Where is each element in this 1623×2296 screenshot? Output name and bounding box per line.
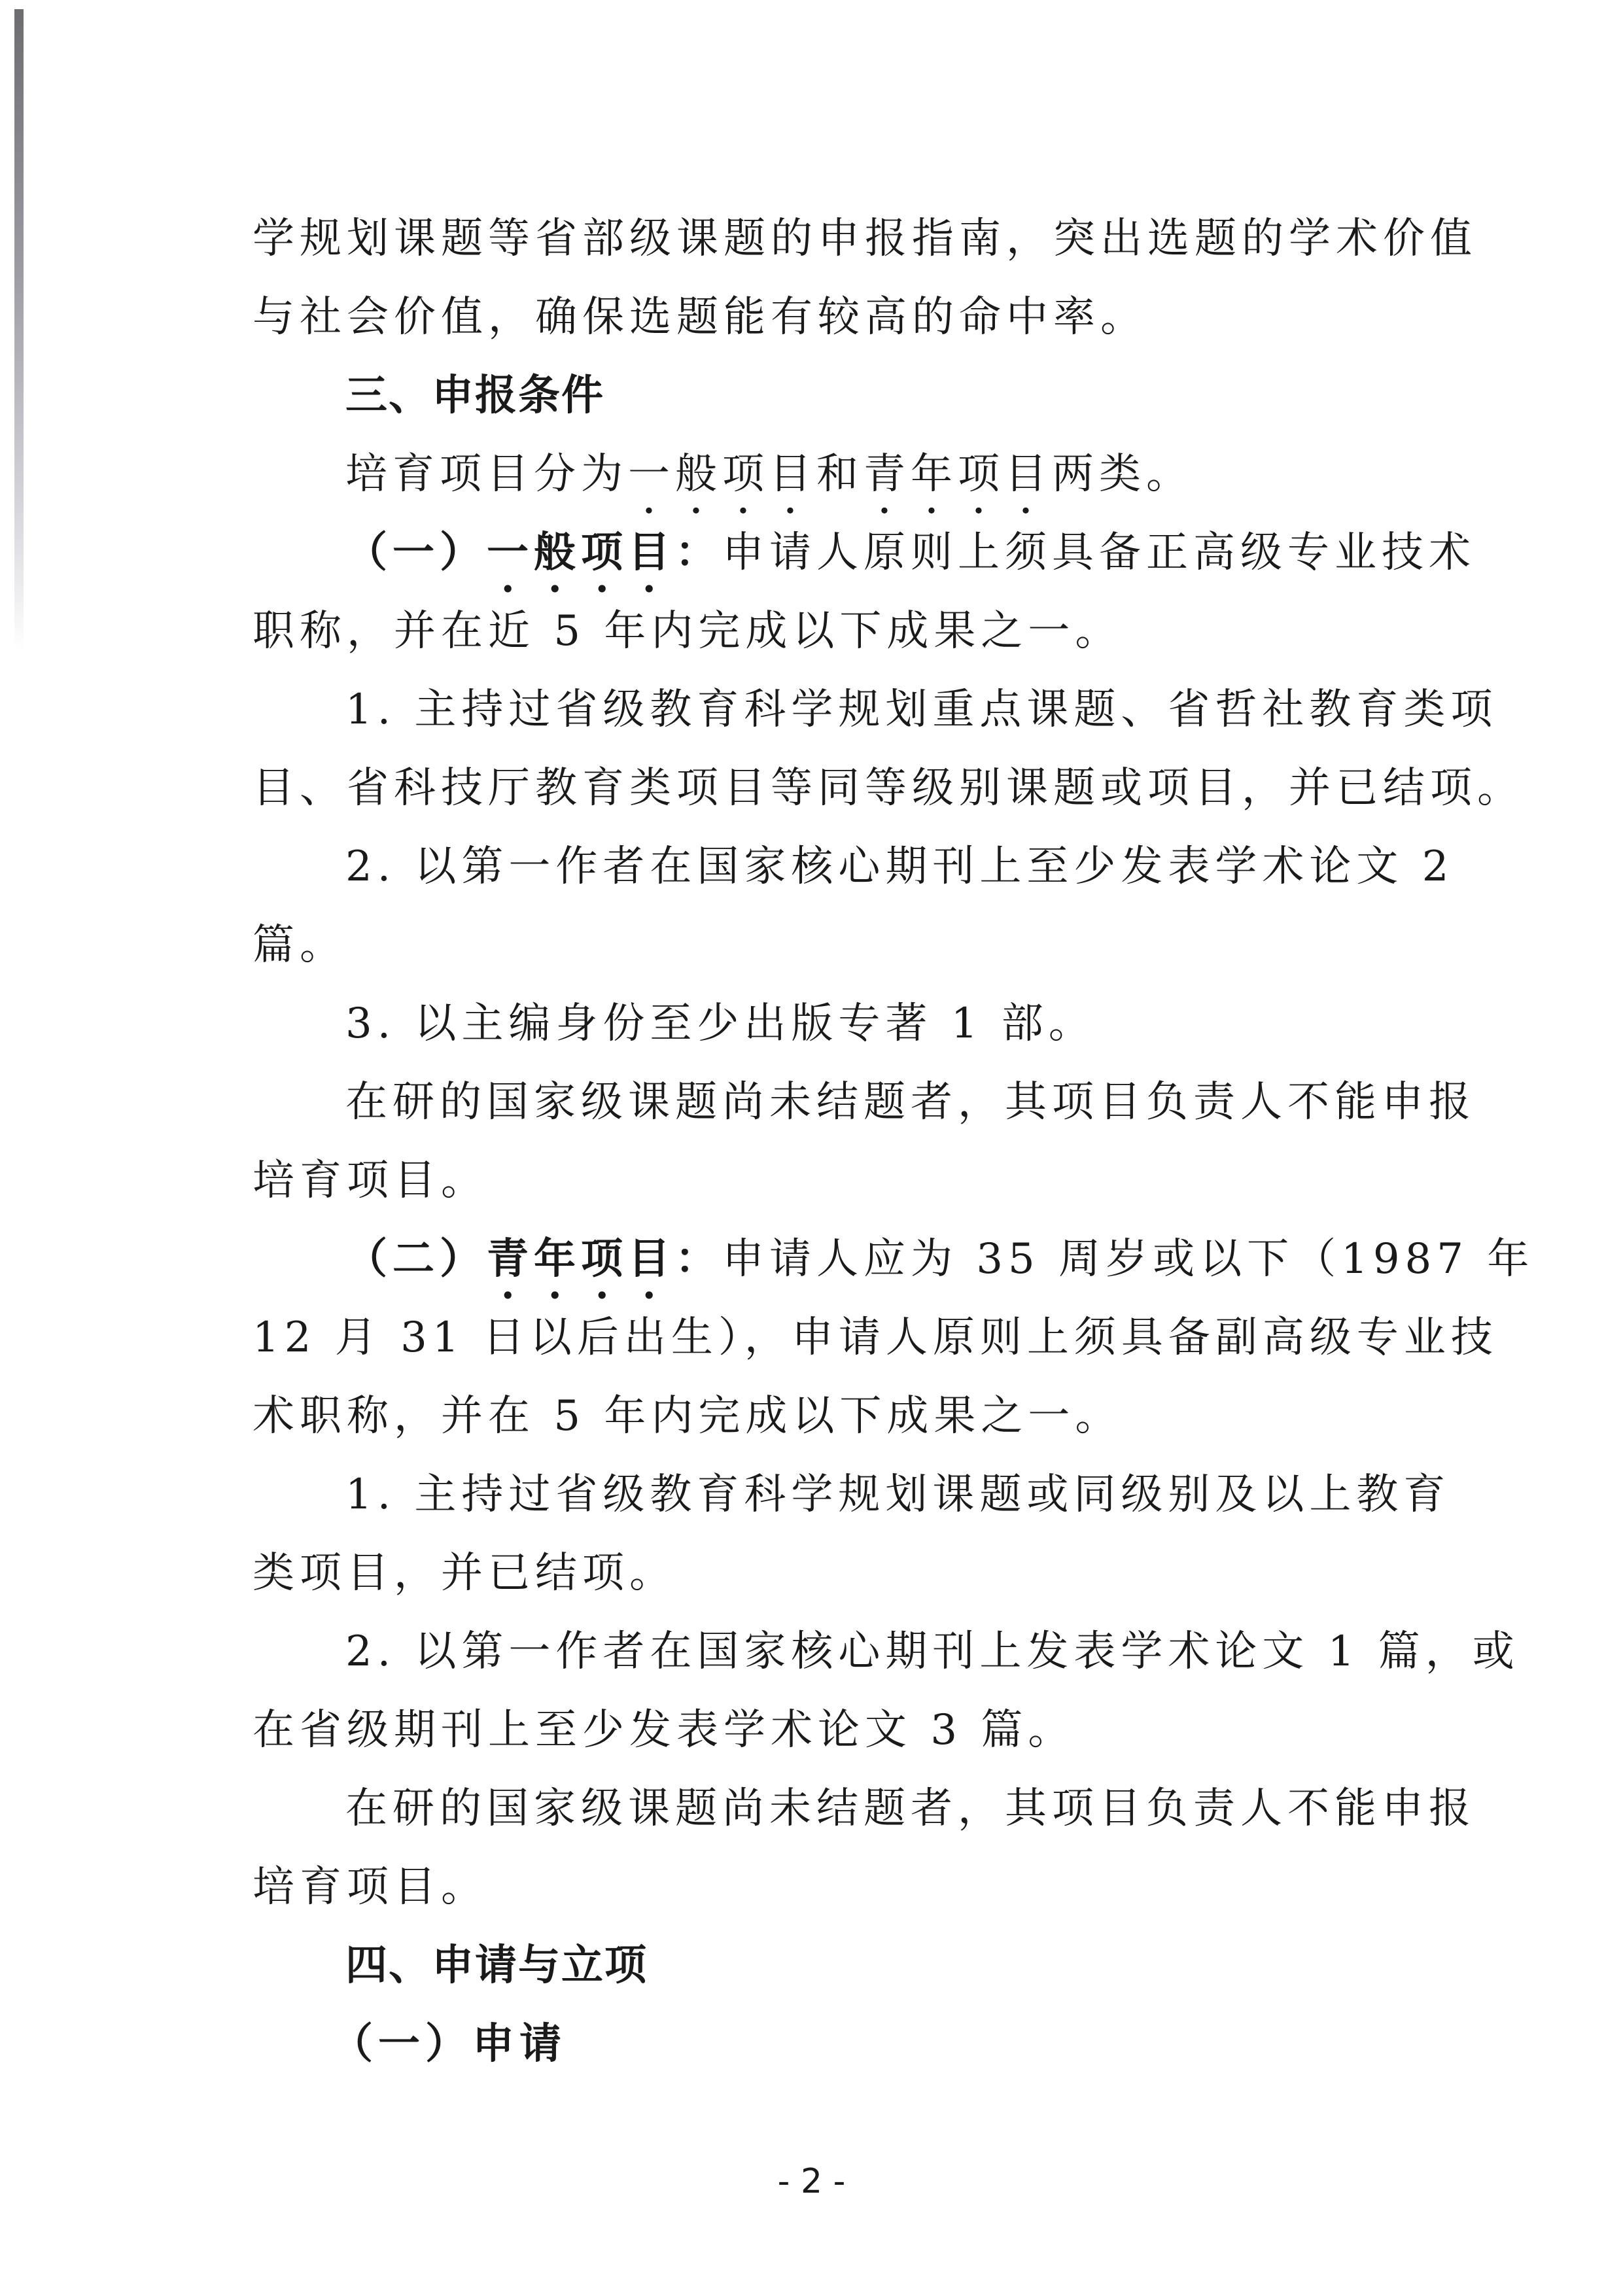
paragraph-line: 术职称，并在 5 年内完成以下成果之一。 [253, 1392, 1123, 1440]
paragraph-line: 职称，并在近 5 年内完成以下成果之一。 [253, 607, 1123, 655]
paragraph-line: 在省级期刊上至少发表学术论文 3 篇。 [253, 1706, 1075, 1754]
section-heading-3: 三、申报条件 [345, 372, 604, 420]
colon: ： [675, 1235, 722, 1283]
subsection-label: （二） [345, 1235, 487, 1283]
section-heading-4: 四、申请与立项 [345, 1941, 648, 1990]
list-item: 1. 主持过省级教育科学规划课题或同级别及以上教育 [345, 1470, 1451, 1519]
paragraph-line: 培育项目。 [253, 1157, 488, 1205]
paragraph-line [345, 435, 1193, 513]
paragraph-line: 篇。 [253, 921, 347, 969]
subsection-label: （一） [345, 529, 487, 577]
text: 申请人应为 35 周岁或以下（1987 年 [722, 1235, 1535, 1283]
paragraph-line: 在研的国家级课题尚未结题者，其项目负责人不能申报 [345, 1784, 1476, 1833]
text: 和 [816, 450, 864, 498]
paragraph-line: 类项目，并已结项。 [253, 1549, 676, 1597]
text: 两类。 [1052, 450, 1193, 498]
paragraph-line: 培育项目。 [253, 1863, 488, 1911]
paragraph-line: 目、省科技厅教育类项目等同等级别课题或项目，并已结项。 [253, 764, 1524, 812]
emphasis-general-project: 一般项目 [487, 529, 675, 577]
paragraph-line: 与社会价值，确保选题能有较高的命中率。 [253, 293, 1147, 341]
text: 申请人原则上须具备正高级专业技术 [722, 529, 1476, 577]
paragraph-line: 在研的国家级课题尚未结题者，其项目负责人不能申报 [345, 1078, 1476, 1126]
emphasis-youth-project: 青年项目 [487, 1235, 675, 1283]
subsection-youth-project [345, 1220, 1534, 1298]
paragraph-line: 12 月 31 日以后出生），申请人原则上须具备副高级专业技 [253, 1313, 1498, 1362]
list-item: 1. 主持过省级教育科学规划重点课题、省哲社教育类项 [345, 686, 1498, 734]
paragraph-line: 学规划课题等省部级课题的申报指南，突出选题的学术价值 [253, 215, 1477, 263]
subsection-general-project [345, 513, 1476, 592]
subsection-heading-apply: （一）申请 [331, 2020, 567, 2068]
list-item: 2. 以第一作者在国家核心期刊上发表学术论文 1 篇，或 [345, 1627, 1520, 1676]
emphasis-general-project: 一般项目 [628, 450, 816, 498]
colon: ： [675, 529, 722, 577]
emphasis-youth-project: 青年项目 [864, 450, 1052, 498]
list-item: 3. 以主编身份至少出版专著 1 部。 [345, 1000, 1096, 1048]
list-item: 2. 以第一作者在国家核心期刊上至少发表学术论文 2 [345, 843, 1454, 891]
text: 培育项目分为 [345, 450, 628, 498]
scan-edge-shadow [14, 9, 24, 650]
page-number: - 2 - [777, 2162, 846, 2201]
